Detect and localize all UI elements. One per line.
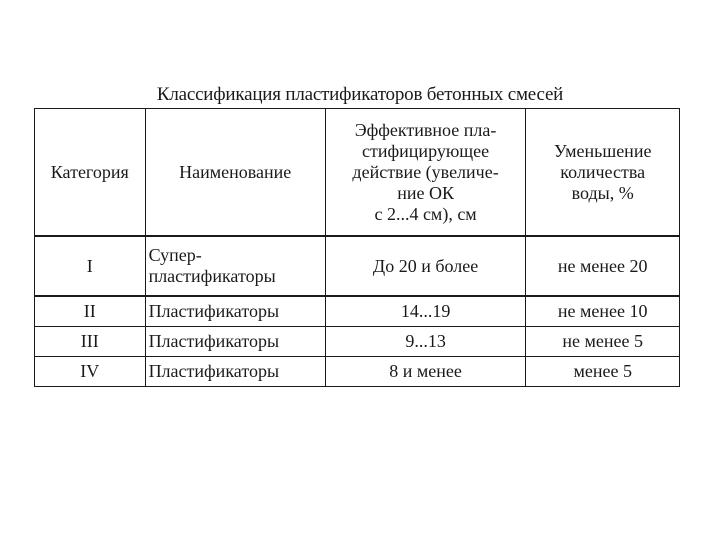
- cell-name: Пластификаторы: [145, 327, 325, 357]
- cell-water-reduction: не менее 10: [526, 296, 680, 327]
- table-row: [35, 296, 680, 327]
- header-category: Категория: [35, 109, 146, 237]
- cell-category: III: [35, 327, 146, 357]
- plasticizer-classification-table: [34, 108, 680, 387]
- cell-effect: До 20 и более: [325, 236, 526, 296]
- cell-category: I: [35, 236, 146, 296]
- cell-effect: 8 и менее: [325, 357, 526, 387]
- table-header-row: [35, 109, 680, 237]
- table-row: [35, 236, 680, 296]
- cell-name: Пластификаторы: [145, 296, 325, 327]
- table-row: [35, 327, 680, 357]
- header-name: Наименование: [145, 109, 325, 237]
- cell-name: Пластификаторы: [145, 357, 325, 387]
- cell-water-reduction: менее 5: [526, 357, 680, 387]
- header-water-reduction: Уменьшение количества воды, %: [526, 109, 680, 237]
- cell-name: Супер- пластификаторы: [145, 236, 325, 296]
- cell-category: IV: [35, 357, 146, 387]
- cell-effect: 9...13: [325, 327, 526, 357]
- header-effect: Эффективное пла- стифицирующее действие (увеличе- ние ОК с 2...4 см), см: [325, 109, 526, 237]
- cell-category: II: [35, 296, 146, 327]
- table-title: Классификация пластификаторов бетонных смесей: [156, 84, 564, 105]
- table-row: [35, 357, 680, 387]
- cell-water-reduction: не менее 20: [526, 236, 680, 296]
- cell-water-reduction: не менее 5: [526, 327, 680, 357]
- cell-effect: 14...19: [325, 296, 526, 327]
